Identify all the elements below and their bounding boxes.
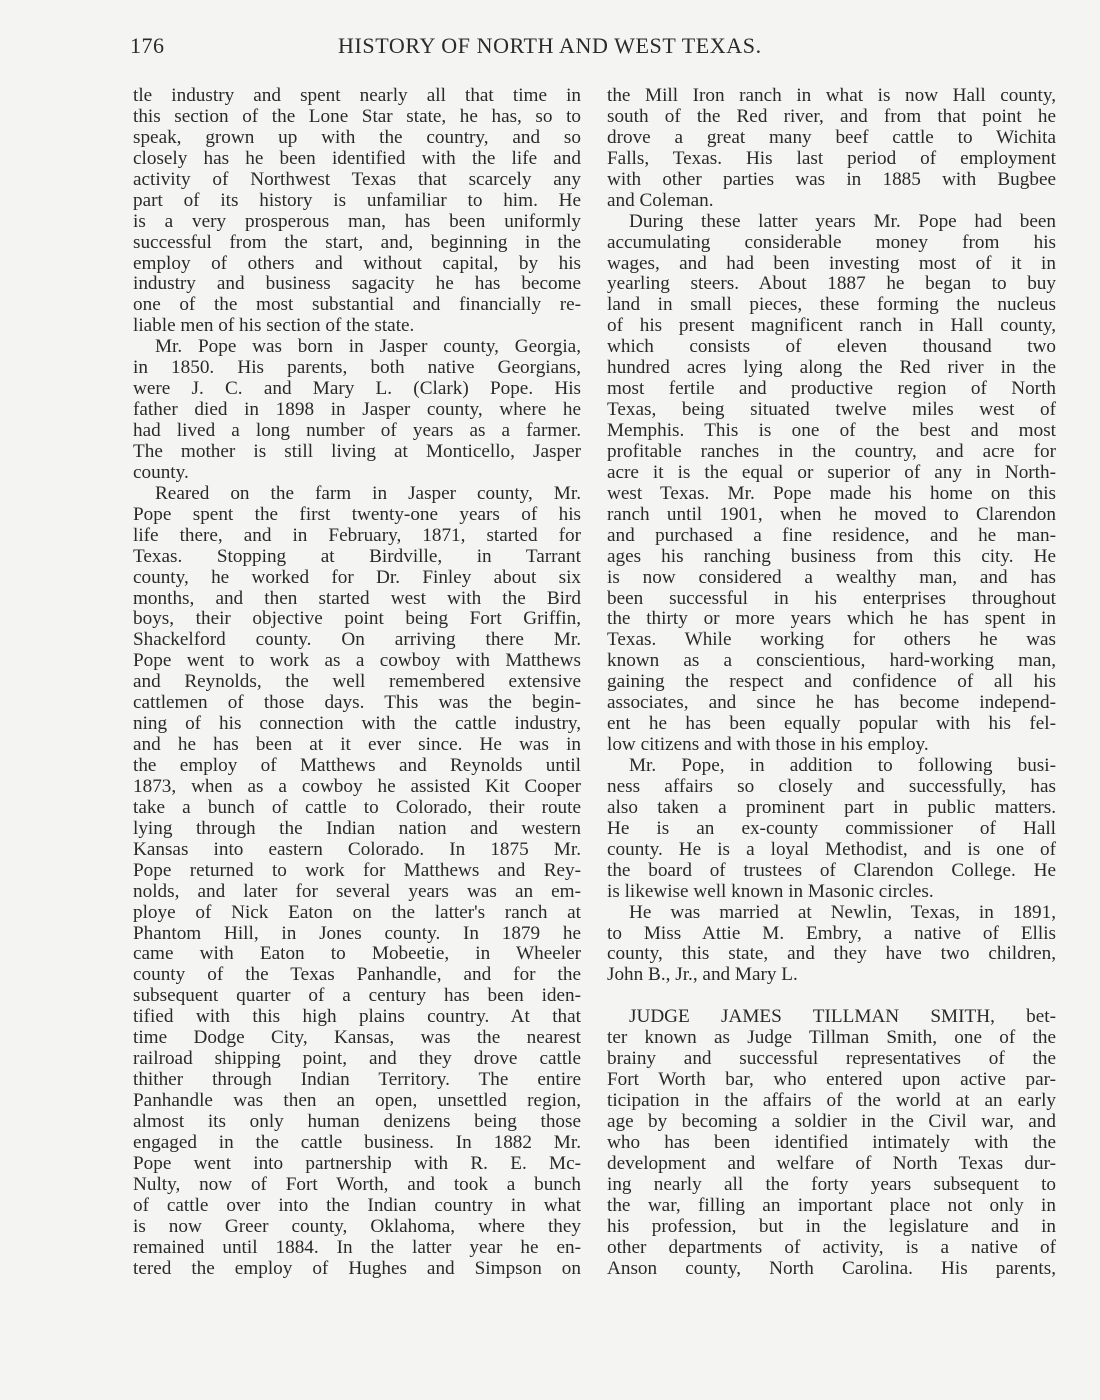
text-line: Mr. Pope was born in Jasper county, Georgia, <box>155 336 581 358</box>
text-line: Nulty, now of Fort Worth, and took a bunch <box>133 1173 581 1195</box>
text-line: Pope went to work as a cowboy with Matthews <box>133 650 581 672</box>
text-line: ning of his connection with the cattle industry, <box>133 713 581 735</box>
text-line: ing nearly all the forty years subsequent to <box>607 1173 1056 1195</box>
text-line: the employ of Matthews and Reynolds until <box>133 755 581 776</box>
text-line: take a bunch of cattle to Colorado, their route <box>133 796 581 818</box>
text-line: of his present magnificent ranch in Hall county, <box>607 315 1056 337</box>
text-line: also taken a prominent part in public matters. <box>607 796 1056 818</box>
running-title: HISTORY OF NORTH AND WEST TEXAS. <box>338 33 762 58</box>
text-line: were J. C. and Mary L. (Clark) Pope. His <box>133 378 581 400</box>
text-line: Shackelford county. On arriving there Mr. <box>133 629 581 651</box>
text-line: and purchased a fine residence, and he man- <box>607 524 1056 546</box>
text-line: to Miss Attie M. Embry, a native of Ellis <box>607 922 1056 944</box>
text-line: profitable ranches in the country, and acre for <box>607 440 1056 462</box>
paragraph-spacer <box>607 986 1056 1007</box>
text-line: Texas. While working for others he was <box>607 629 1056 651</box>
text-line: acre it is the equal or superior of any in North- <box>607 461 1056 483</box>
text-line: railroad shipping point, and they drove cattle <box>133 1048 581 1070</box>
text-line: who has been identified intimately with the <box>607 1131 1056 1153</box>
text-line: is now Greer county, Oklahoma, where they <box>133 1215 581 1237</box>
text-line: liable men of his section of the state. <box>133 315 415 337</box>
text-line: successful from the start, and, beginning in the <box>133 231 581 253</box>
text-line: county of the Texas Panhandle, and for the <box>133 964 581 986</box>
text-line: county. He is a loyal Methodist, and is one of <box>607 838 1056 860</box>
text-line: with other parties was in 1885 with Bugbee <box>607 168 1056 190</box>
text-line: ticipation in the affairs of the world at an early <box>607 1090 1056 1111</box>
right-column <box>607 86 1056 1279</box>
text-line: hundred acres lying along the Red river in the <box>607 357 1056 379</box>
text-line: industry and business sagacity he has become <box>133 273 581 295</box>
text-line: the Mill Iron ranch in what is now Hall county, <box>607 85 1056 106</box>
page-number: 176 <box>130 33 165 58</box>
text-line: drove a great many beef cattle to Wichita <box>607 126 1056 148</box>
text-line: Pope returned to work for Matthews and Rey- <box>133 859 581 881</box>
text-line: Memphis. This is one of the best and most <box>607 420 1056 441</box>
text-line: his profession, but in the legislature and in <box>607 1215 1056 1237</box>
text-line: 1873, when as a cowboy he assisted Kit Cooper <box>133 775 581 797</box>
text-line: remained until 1884. In the latter year he en- <box>133 1236 581 1258</box>
text-line: Phantom Hill, in Jones county. In 1879 he <box>133 922 581 944</box>
text-line: is now considered a wealthy man, and has <box>607 566 1056 588</box>
text-line: Fort Worth bar, who entered upon active par- <box>607 1069 1056 1091</box>
text-line: came with Eaton to Mobeetie, in Wheeler <box>133 943 581 965</box>
text-line: development and welfare of North Texas dur- <box>607 1152 1056 1174</box>
text-line: and Coleman. <box>607 189 714 211</box>
text-line: Kansas into eastern Colorado. In 1875 Mr. <box>133 838 581 860</box>
text-line: west Texas. Mr. Pope made his home on this <box>607 482 1056 504</box>
text-line: in 1850. His parents, both native Georgians, <box>133 357 581 379</box>
text-line: life there, and in February, 1871, started for <box>133 524 581 546</box>
text-line: Texas. Stopping at Birdville, in Tarrant <box>133 545 581 567</box>
text-line: had lived a long number of years as a farmer. <box>133 420 581 441</box>
page-header <box>130 33 1060 63</box>
text-line: part of its history is unfamiliar to him. He <box>133 189 581 211</box>
text-line: lying through the Indian nation and western <box>133 817 581 839</box>
text-line: age by becoming a soldier in the Civil war, and <box>607 1110 1056 1132</box>
text-line: time Dodge City, Kansas, was the nearest <box>133 1027 581 1049</box>
text-line: is likewise well known in Masonic circles. <box>607 880 934 902</box>
text-line: land in small pieces, these forming the nucleus <box>607 294 1056 316</box>
text-line: been successful in his enterprises throughout <box>607 587 1056 609</box>
text-line: ent he has been equally popular with his fel- <box>607 713 1056 735</box>
text-line: brainy and successful representatives of the <box>607 1048 1056 1070</box>
text-line: Panhandle was then an open, unsettled region, <box>133 1090 581 1111</box>
text-line: tified with this high plains country. At that <box>133 1006 581 1028</box>
text-line: father died in 1898 in Jasper county, where he <box>133 399 581 421</box>
text-line: engaged in the cattle business. In 1882 Mr. <box>133 1131 581 1153</box>
text-line: county, this state, and they have two children, <box>607 943 1056 965</box>
text-line: thither through Indian Territory. The entire <box>133 1069 581 1091</box>
text-line: JUDGE JAMES TILLMAN SMITH, bet- <box>629 1006 1056 1028</box>
text-line: ages his ranching business from this city. He <box>607 545 1056 567</box>
text-line: yearling steers. About 1887 he began to buy <box>607 273 1056 295</box>
text-line: Mr. Pope, in addition to following busi- <box>629 755 1056 776</box>
text-line: He is an ex-county commissioner of Hall <box>607 817 1056 839</box>
text-line: the war, filling an important place not only in <box>607 1194 1056 1216</box>
text-line: ranch until 1901, when he moved to Clarendon <box>607 503 1056 525</box>
text-line: Anson county, North Carolina. His parents, <box>607 1257 1056 1279</box>
text-line: most fertile and productive region of North <box>607 378 1056 400</box>
text-line: associates, and since he has become independ- <box>607 692 1056 714</box>
text-line: speak, grown up with the country, and so <box>133 126 581 148</box>
text-line: boys, their objective point being Fort Griffin, <box>133 608 581 630</box>
text-line: tered the employ of Hughes and Simpson on <box>133 1257 581 1279</box>
text-line: accumulating considerable money from his <box>607 231 1056 253</box>
text-line: county, he worked for Dr. Finley about six <box>133 566 581 588</box>
text-line: is a very prosperous man, has been uniformly <box>133 210 581 232</box>
text-line: wages, and had been investing most of it in <box>607 252 1056 274</box>
text-line: Pope went into partnership with R. E. Mc- <box>133 1152 581 1174</box>
text-line: gaining the respect and confidence of all his <box>607 671 1056 693</box>
text-line: ter known as Judge Tillman Smith, one of the <box>607 1027 1056 1049</box>
text-line: cattlemen of those days. This was the begin- <box>133 692 581 714</box>
text-line: The mother is still living at Monticello, Jasper <box>133 440 581 462</box>
text-line: the thirty or more years which he has spent in <box>607 608 1056 630</box>
text-line: south of the Red river, and from that point he <box>607 105 1056 127</box>
text-line: employ of others and without capital, by his <box>133 252 581 274</box>
text-line: months, and then started west with the Bird <box>133 587 581 609</box>
text-line: nolds, and later for several years was an em- <box>133 880 581 902</box>
text-line: subsequent quarter of a century has been iden- <box>133 985 581 1007</box>
text-line: county. <box>133 461 189 483</box>
text-line: Falls, Texas. His last period of employment <box>607 147 1056 169</box>
text-line: other departments of activity, is a native of <box>607 1236 1056 1258</box>
text-line: activity of Northwest Texas that scarcely any <box>133 168 581 190</box>
text-line: closely has he been identified with the life and <box>133 147 581 169</box>
text-line: this section of the Lone Star state, he has, so to <box>133 105 581 127</box>
text-line: and he has been at it ever since. He was in <box>133 734 581 756</box>
text-line: one of the most substantial and financially re- <box>133 294 581 316</box>
text-line: tle industry and spent nearly all that time in <box>133 85 581 106</box>
text-line: He was married at Newlin, Texas, in 1891, <box>629 901 1056 923</box>
text-line: almost its only human denizens being those <box>133 1110 581 1132</box>
text-line: Reared on the farm in Jasper county, Mr. <box>155 482 581 504</box>
text-line: the board of trustees of Clarendon College. He <box>607 859 1056 881</box>
text-line: John B., Jr., and Mary L. <box>607 964 798 986</box>
text-line: of cattle over into the Indian country in what <box>133 1194 581 1216</box>
text-line: ness affairs so closely and successfully, has <box>607 775 1056 797</box>
left-column <box>133 86 581 1279</box>
text-line: low citizens and with those in his employ. <box>607 734 929 756</box>
text-line: known as a conscientious, hard-working man, <box>607 650 1056 672</box>
text-line: and Reynolds, the well remembered extensive <box>133 671 581 693</box>
text-line: During these latter years Mr. Pope had been <box>629 210 1056 232</box>
text-line: which consists of eleven thousand two <box>607 336 1056 358</box>
text-line: Texas, being situated twelve miles west of <box>607 399 1056 421</box>
text-line: ploye of Nick Eaton on the latter's ranch at <box>133 901 581 923</box>
text-line: Pope spent the first twenty-one years of his <box>133 503 581 525</box>
